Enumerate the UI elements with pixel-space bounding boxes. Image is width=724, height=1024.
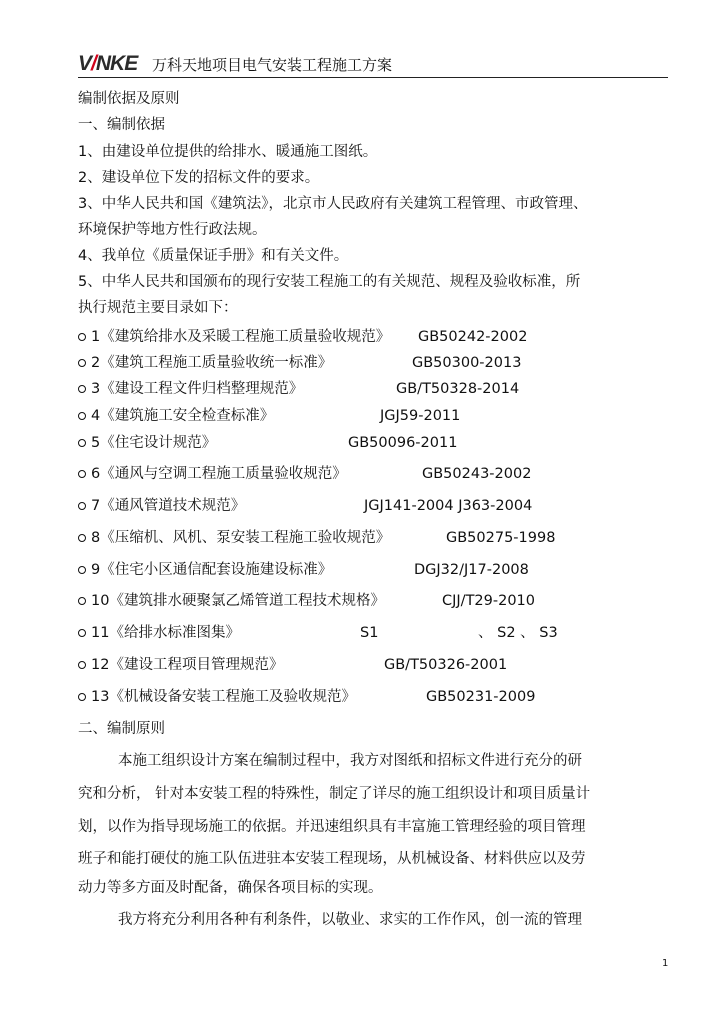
bullet-icon	[78, 566, 86, 574]
standard-code: GB50096-2011	[348, 435, 458, 451]
standard-name: 4《建筑施工安全检查标准》	[91, 408, 275, 424]
standard-name: 10《建筑排水硬聚氯乙烯管道工程技术规格》	[91, 593, 385, 609]
standard-name: 6《通风与空调工程施工质量验收规范》	[91, 466, 347, 482]
basis-line: 5、中华人民共和国颁布的现行安装工程施工的有关规范、规程及验收标准，所	[78, 274, 581, 290]
basis-line: 4、我单位《质量保证手册》和有关文件。	[78, 248, 349, 264]
standard-code: JGJ59-2011	[380, 408, 461, 424]
bullet-icon	[78, 597, 86, 605]
principle-paragraph-line: 班子和能打硬仗的施工队伍进驻本安装工程现场，从机械设备、材料供应以及劳	[78, 851, 586, 867]
bullet-icon	[78, 502, 86, 510]
principle-paragraph-line: 划，以作为指导现场施工的依据。并迅速组织具有丰富施工管理经验的项目管理	[78, 819, 586, 835]
standard-code: DGJ32/J17-2008	[414, 562, 529, 578]
principle-paragraph-line: 动力等多方面及时配备，确保各项目标的实现。	[78, 880, 383, 896]
bullet-icon	[78, 412, 86, 420]
basis-line: 环境保护等地方性行政法规。	[78, 222, 267, 238]
bullet-icon	[78, 359, 86, 367]
principle-paragraph-line: 本施工组织设计方案在编制过程中，我方对图纸和招标文件进行充分的研	[118, 753, 582, 769]
standard-name: 13《机械设备安装工程施工及验收规范》	[91, 689, 356, 705]
page-number: 1	[662, 958, 669, 969]
standard-name: 1《建筑给排水及采暖工程施工质量验收规范》	[91, 329, 391, 345]
bullet-icon	[78, 439, 86, 447]
section-title: 编制依据及原则	[78, 91, 180, 107]
header-divider	[78, 77, 668, 78]
standard-code: GB50231-2009	[426, 689, 536, 705]
standard-name: 3《建设工程文件归档整理规范》	[91, 381, 304, 397]
bullet-icon	[78, 693, 86, 701]
basis-line: 3、中华人民共和国《建筑法》，北京市人民政府有关建筑工程管理、市政管理、	[78, 196, 588, 212]
standard-code: GB50243-2002	[422, 466, 532, 482]
standard-code: GB50300-2013	[412, 355, 522, 371]
standard-name: 5《住宅设计规范》	[91, 435, 217, 451]
basis-line: 执行规范主要目录如下：	[78, 300, 238, 316]
part2-heading: 二、编制原则	[78, 721, 165, 737]
page-header	[78, 50, 668, 80]
standard-code: GB/T50328-2014	[396, 381, 520, 397]
standard-name: 8《压缩机、风机、泵安装工程施工验收规范》	[91, 530, 391, 546]
standard-code: S1	[360, 625, 379, 641]
standard-code: CJJ/T29-2010	[442, 593, 536, 609]
bullet-icon	[78, 629, 86, 637]
document-title: 万科天地项目电气安装工程施工方案	[152, 56, 393, 74]
bullet-icon	[78, 661, 86, 669]
part1-heading: 一、编制依据	[78, 117, 165, 133]
standard-name: 12《建设工程项目管理规范》	[91, 657, 284, 673]
standard-name: 11《给排水标准图集》	[91, 625, 240, 641]
standard-name: 2《建筑工程施工质量验收统一标准》	[91, 355, 333, 371]
basis-line: 2、建设单位下发的招标文件的要求。	[78, 170, 320, 186]
basis-line: 1、由建设单位提供的给排水、暖通施工图纸。	[78, 144, 378, 160]
bullet-icon	[78, 333, 86, 341]
principle-paragraph-line: 我方将充分利用各种有利条件，以敬业、求实的工作作风，创一流的管理	[118, 912, 582, 928]
bullet-icon	[78, 534, 86, 542]
bullet-icon	[78, 385, 86, 393]
standard-code: JGJ141-2004 J363-2004	[364, 498, 533, 514]
standard-name: 9《住宅小区通信配套设施建设标准》	[91, 562, 333, 578]
principle-paragraph-line: 究和分析， 针对本安装工程的特殊性，制定了详尽的施工组织设计和项目质量计	[78, 786, 591, 802]
standard-code: GB50242-2002	[418, 329, 528, 345]
standard-code-extra: 、 S2 、 S3	[478, 625, 558, 641]
standard-name: 7《通风管道技术规范》	[91, 498, 246, 514]
bullet-icon	[78, 470, 86, 478]
vanke-logo: V/NKE	[78, 52, 138, 75]
standard-code: GB/T50326-2001	[384, 657, 508, 673]
standard-code: GB50275-1998	[446, 530, 556, 546]
